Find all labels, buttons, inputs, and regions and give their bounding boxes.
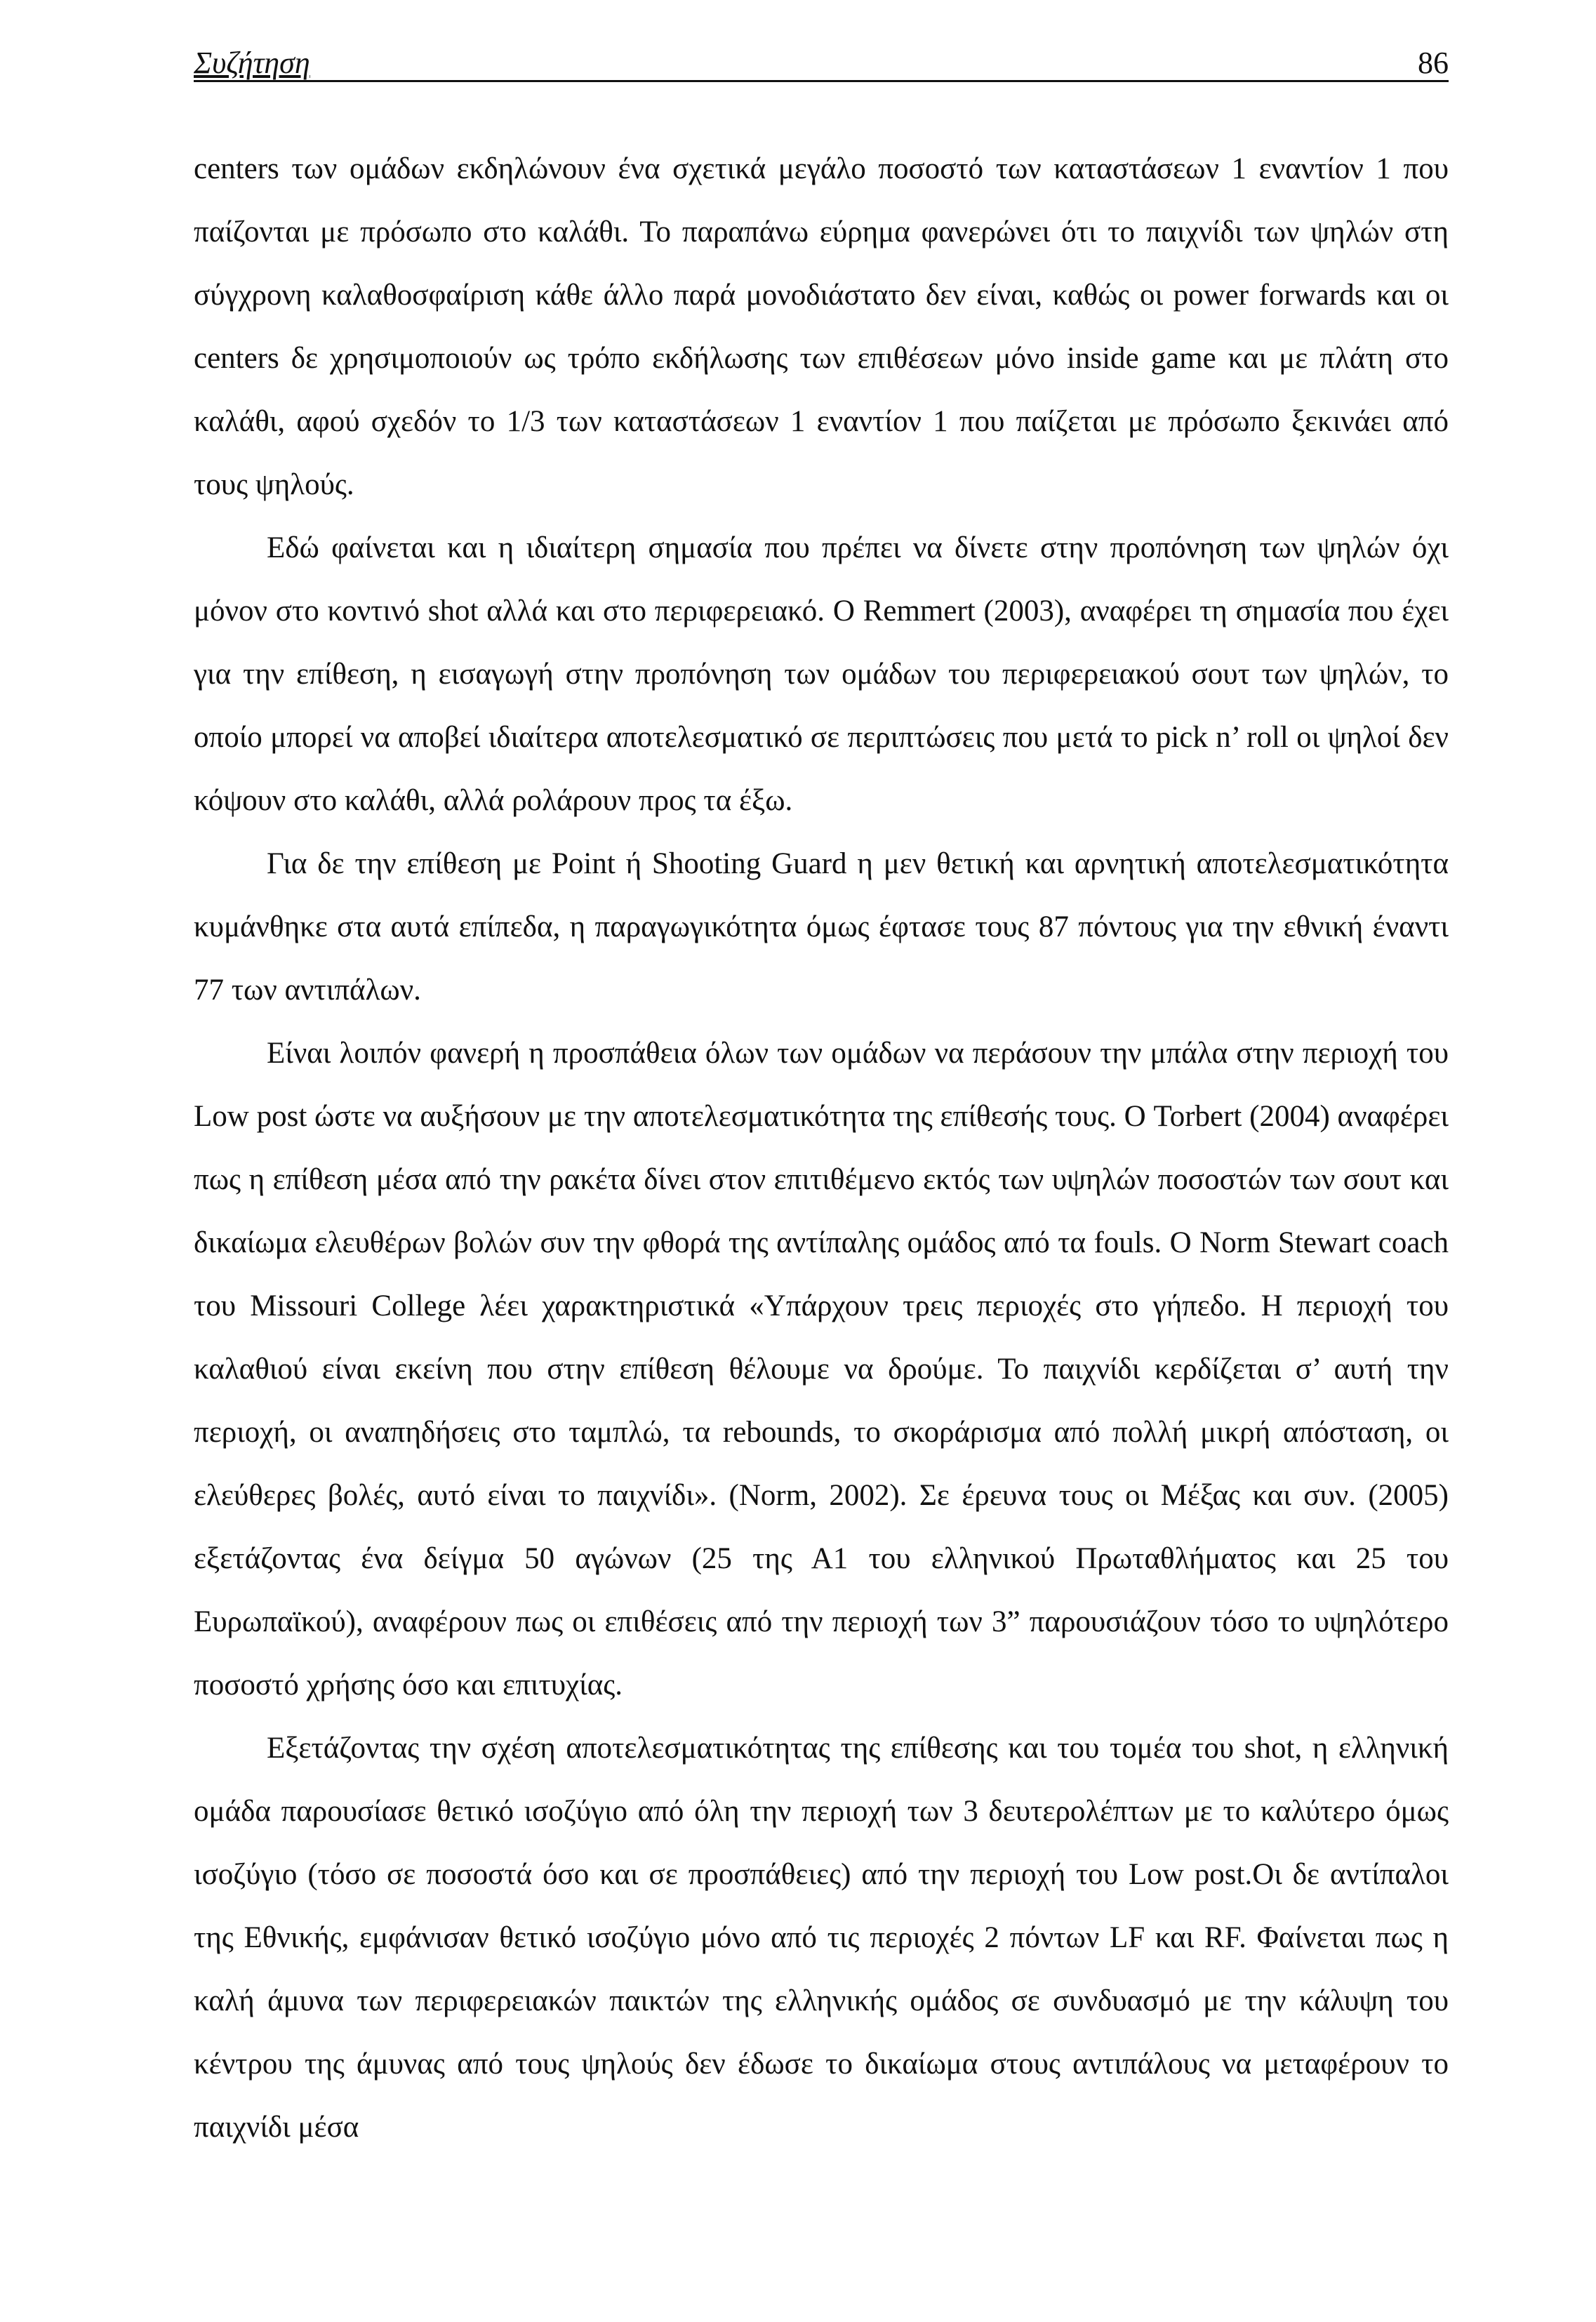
paragraph-5: Εξετάζοντας την σχέση αποτελεσματικότητας της επίθεσης και του τομέα του shot, η ελληνική ομάδα παρουσίασε θετικό ισοζύγιο από όλη την περιοχή των 3 δευτερολέπτων με το καλύτερο όμως ισοζύγιο (τόσο σε ποσοστά όσο και σε προσπάθειες) από την περιοχή του Low post.Οι δε αντίπαλοι της Εθνικής, εμφάνισαν θετικό ισοζύγιο μόνο από τις περιοχές 2 πόντων LF και RF. Φαίνεται πως η καλή άμυνα των περιφερειακών παικτών της ελληνικής ομάδος σε συνδυασμό με την κάλυψη του κέντρου της άμυνας από τους ψηλούς δεν έδωσε το δικαίωμα στους αντιπάλους να μεταφέρουν το παιχνίδι μέσα — [194, 1732, 1449, 2144]
body-text — [194, 138, 1449, 2159]
page-header — [194, 20, 1449, 82]
section-title: Συζήτηση — [194, 46, 310, 80]
paragraph-3: Για δε την επίθεση με Point ή Shooting Guard η μεν θετική και αρνητική αποτελεσματικότητα κυμάνθηκε στα αυτά επίπεδα, η παραγωγικότητα όμως έφτασε τους 87 πόντους για την εθνική έναντι 77 των αντιπάλων. — [194, 847, 1449, 1007]
paragraph-2: Εδώ φαίνεται και η ιδιαίτερη σημασία που πρέπει να δίνετε στην προπόνηση των ψηλών όχι μόνον στο κοντινό shot αλλά και στο περιφερειακό. Ο Remmert (2003), αναφέρει τη σημασία που έχει για την επίθεση, η εισαγωγή στην προπόνηση των ομάδων του περιφερειακού σουτ των ψηλών, το οποίο μπορεί να αποβεί ιδιαίτερα αποτελεσματικό σε περιπτώσεις που μετά το pick n’ roll οι ψηλοί δεν κόψουν στο καλάθι, αλλά ρολάρουν προς τα έξω. — [194, 531, 1449, 817]
paragraph-4: Είναι λοιπόν φανερή η προσπάθεια όλων των ομάδων να περάσουν την μπάλα στην περιοχή του Low post ώστε να αυξήσουν με την αποτελεσματικότητα της επίθεσής τους. Ο Torbert (2004) αναφέρει πως η επίθεση μέσα από την ρακέτα δίνει στον επιτιθέμενο εκτός των υψηλών ποσοστών των σουτ και δικαίωμα ελευθέρων βολών συν την φθορά της αντίπαλης ομάδος από τα fouls. Ο Norm Stewart coach του Missouri College λέει χαρακτηριστικά «Υπάρχουν τρεις περιοχές στο γήπεδο. Η περιοχή του καλαθιού είναι εκείνη που στην επίθεση θέλουμε να δρούμε. Το παιχνίδι κερδίζεται σ’ αυτή την περιοχή, οι αναπηδήσεις στο ταμπλώ, τα rebounds, το σκοράρισμα από πολλή μικρή απόσταση, οι ελεύθερες βολές, αυτό είναι το παιχνίδι». (Norm, 2002). Σε έρευνα τους οι Μέξας και συν. (2005) εξετάζοντας ένα δείγμα 50 αγώνων (25 της Α1 του ελληνικού Πρωταθλήματος και 25 του Ευρωπαϊκού), αναφέρουν πως οι επιθέσεις από την περιοχή των 3” παρουσιάζουν τόσο το υψηλότερο ποσοστό χρήσης όσο και επιτυχίας. — [194, 1037, 1449, 1701]
page-number: 86 — [1418, 46, 1449, 80]
paragraph-1: centers των ομάδων εκδηλώνουν ένα σχετικά μεγάλο ποσοστό των καταστάσεων 1 εναντίον 1 που παίζονται με πρόσωπο στο καλάθι. Το παραπάνω εύρημα φανερώνει ότι το παιχνίδι των ψηλών στη σύγχρονη καλαθοσφαίριση κάθε άλλο παρά μονοδιάστατο δεν είναι, καθώς οι power forwards και οι centers δε χρησιμοποιούν ως τρόπο εκδήλωσης των επιθέσεων μόνο inside game και με πλάτη στο καλάθι, αφού σχεδόν το 1/3 των καταστάσεων 1 εναντίον 1 που παίζεται με πρόσωπο ξεκινάει από τους ψηλούς. — [194, 152, 1449, 501]
